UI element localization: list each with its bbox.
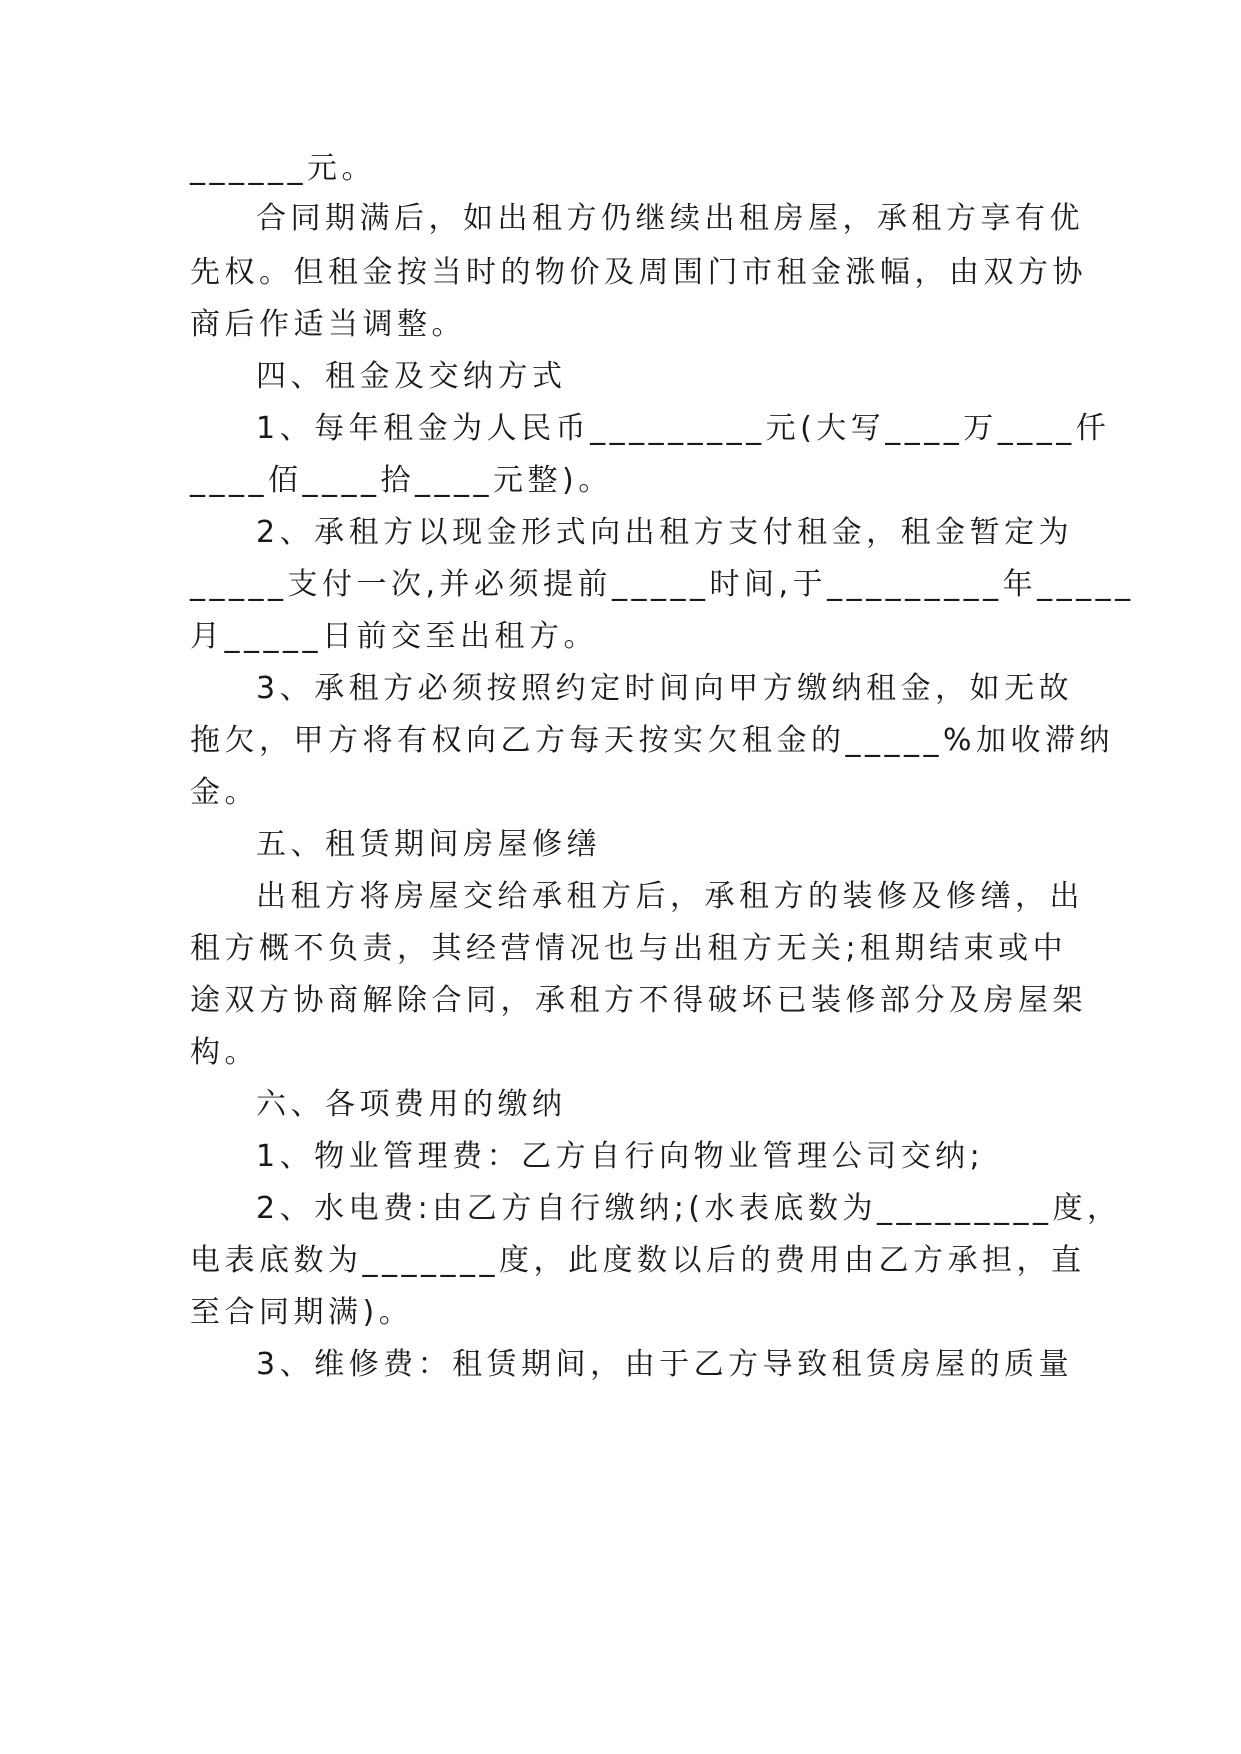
paragraph-first-line: 3、维修费：租赁期间，由于乙方导致租赁房屋的质量	[256, 1347, 1074, 1382]
paragraph-first-line: 1、物业管理费：乙方自行向物业管理公司交纳;	[256, 1139, 985, 1174]
paragraph-first-line: 3、承租方必须按照约定时间向甲方缴纳租金，如无故	[256, 671, 1074, 706]
paragraph-first-line: 合同期满后，如出租方仍继续出租房屋，承租方享有优	[256, 201, 1084, 236]
text-line: 金。	[190, 775, 259, 810]
text-line: 商后作适当调整。	[190, 307, 466, 342]
text-line: ____佰____拾____元整)。	[190, 463, 613, 498]
text-line: ______元。	[190, 151, 376, 186]
text-line: 先权。但租金按当时的物价及周围门市租金涨幅，由双方协	[190, 255, 1087, 290]
text-line: 电表底数为_______度，此度数以后的费用由乙方承担，直	[190, 1243, 1086, 1278]
text-line: 租方概不负责，其经营情况也与出租方无关;租期结束或中	[190, 931, 1068, 966]
section-heading: 六、各项费用的缴纳	[256, 1087, 567, 1122]
text-line: 至合同期满)。	[190, 1295, 414, 1330]
text-line: 途双方协商解除合同，承租方不得破坏已装修部分及房屋架	[190, 983, 1087, 1018]
text-line: _____支付一次,并必须提前_____时间,于_________年_____	[190, 567, 1135, 602]
text-line: 拖欠，甲方将有权向乙方每天按实欠租金的_____%加收滞纳	[190, 723, 1115, 758]
section-heading: 四、租金及交纳方式	[256, 359, 567, 394]
paragraph-first-line: 出租方将房屋交给承租方后，承租方的装修及修缮，出	[256, 879, 1084, 914]
paragraph-first-line: 2、水电费:由乙方自行缴纳;(水表底数为_________度，	[256, 1191, 1122, 1226]
paragraph-first-line: 1、每年租金为人民币_________元(大写____万____仟	[256, 411, 1111, 446]
paragraph-first-line: 2、承租方以现金形式向出租方支付租金，租金暂定为	[256, 515, 1074, 550]
text-line: 构。	[190, 1035, 259, 1070]
section-heading: 五、租赁期间房屋修缮	[256, 827, 601, 862]
text-line: 月_____日前交至出租方。	[190, 619, 598, 654]
